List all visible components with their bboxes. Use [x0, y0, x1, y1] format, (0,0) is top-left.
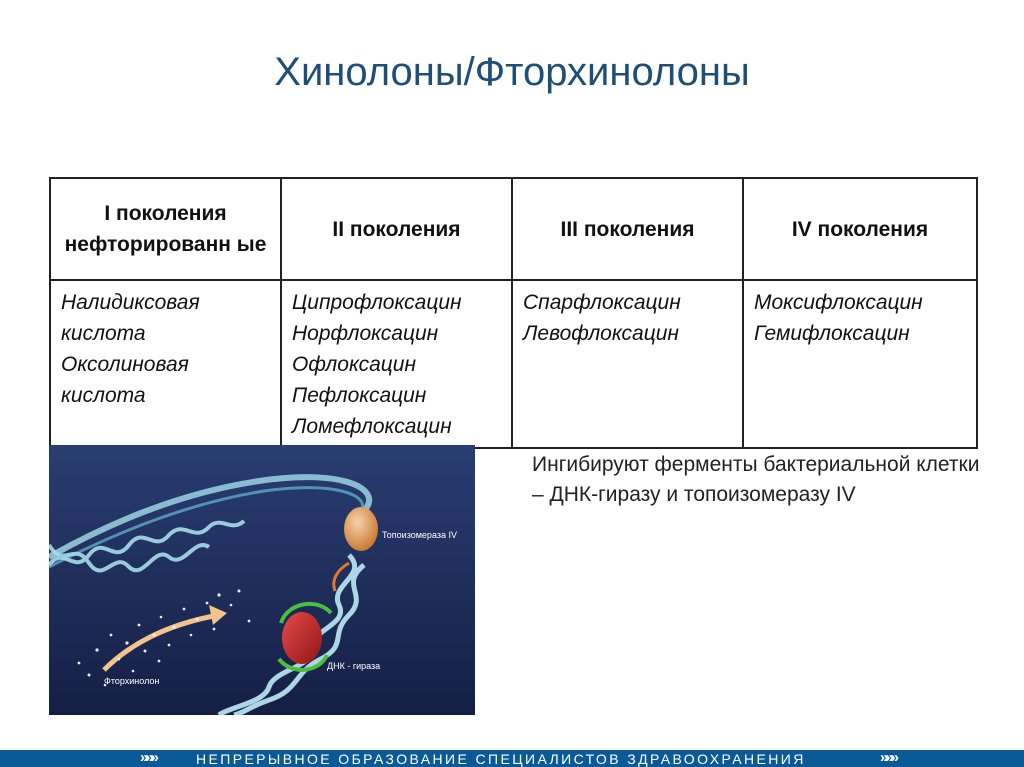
cell-gen-2	[281, 280, 512, 448]
drug-name: Моксифлоксацин	[754, 291, 923, 314]
drug-name: Налидиксовая кислота	[61, 291, 200, 345]
footer-bar	[0, 750, 1024, 767]
cell-gen-3	[512, 280, 743, 448]
drug-name: Ципрофлоксацин	[292, 291, 462, 314]
header-gen-2: II поколения	[281, 178, 512, 280]
chevron-right-icon: »»»	[140, 749, 157, 766]
header-gen-1: I поколения нефторированн ые	[50, 178, 281, 280]
label-topoisomerase: Топоизомераза IV	[382, 530, 457, 540]
table-row	[50, 280, 977, 448]
generations-table	[49, 177, 978, 449]
mechanism-illustration	[49, 445, 475, 715]
header-gen-3: III поколения	[512, 178, 743, 280]
label-fluoroquinolone: Фторхинолон	[104, 676, 160, 686]
topoisomerase-enzyme	[344, 507, 378, 551]
chevron-right-icon: »»»	[880, 749, 897, 766]
drug-name: Пефлоксацин	[292, 384, 427, 407]
drug-name: Левофлоксацин	[523, 322, 679, 345]
mechanism-description: Ингибируют ферменты бактериальной клетки – ДНК-гиразу и топоизомеразу IV	[532, 453, 980, 506]
drug-name: Спарфлоксацин	[523, 291, 681, 314]
footer-text: НЕПРЕРЫВНОЕ ОБРАЗОВАНИЕ СПЕЦИАЛИСТОВ ЗДРАВООХРАНЕНИЯ	[196, 751, 806, 767]
drug-name: Норфлоксацин	[292, 322, 439, 345]
page-title: Хинолоны/Фторхинолоны	[274, 50, 750, 94]
drug-name: Офлоксацин	[292, 353, 417, 376]
cell-gen-1	[50, 280, 281, 448]
label-gyrase: ДНК - гираза	[327, 661, 381, 671]
gyrase-enzyme	[282, 612, 322, 664]
table-header-row	[50, 178, 977, 280]
drug-name: Оксолиновая кислота	[61, 353, 189, 407]
drug-name: Гемифлоксацин	[754, 322, 910, 345]
drug-name: Ломефлоксацин	[292, 415, 452, 438]
illustration-background	[49, 445, 475, 715]
header-gen-4: IV поколения	[743, 178, 977, 280]
cell-gen-4	[743, 280, 977, 448]
